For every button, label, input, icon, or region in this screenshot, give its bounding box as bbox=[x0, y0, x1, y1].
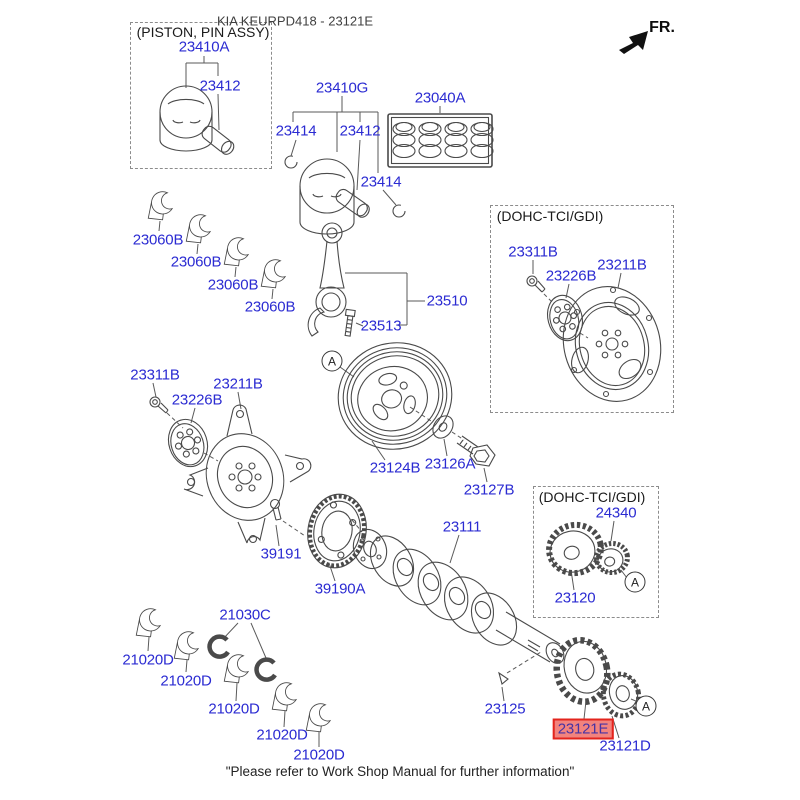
part-label-23121E-highlighted[interactable]: 23121E bbox=[553, 719, 614, 740]
part-label-23412-assy[interactable]: 23412 bbox=[199, 77, 241, 95]
part-label-23410G[interactable]: 23410G bbox=[315, 79, 369, 97]
part-label-21030C[interactable]: 21030C bbox=[219, 606, 271, 624]
pulley-washer-23126A bbox=[429, 412, 458, 442]
part-label-23311B-left[interactable]: 23311B bbox=[130, 366, 180, 384]
part-label-23414-left[interactable]: 23414 bbox=[275, 122, 317, 140]
part-label-21020D-2[interactable]: 21020D bbox=[160, 672, 212, 690]
part-label-21020D-3[interactable]: 21020D bbox=[208, 700, 260, 718]
piston-ring-set-drawing bbox=[388, 114, 493, 167]
part-label-24340[interactable]: 24340 bbox=[595, 504, 637, 522]
part-label-23121D[interactable]: 23121D bbox=[599, 737, 651, 755]
fr-direction-arrow-icon bbox=[619, 31, 648, 54]
part-label-21020D-1[interactable]: 21020D bbox=[122, 651, 174, 669]
page-title: KIA KEURPD418 - 23121E bbox=[216, 13, 374, 29]
piston-pin-assy-box-title: (PISTON, PIN ASSY) bbox=[136, 24, 270, 40]
part-label-23060B-2[interactable]: 23060B bbox=[170, 253, 222, 271]
workshop-manual-note: "Please refer to Work Shop Manual for further information" bbox=[225, 764, 575, 779]
part-label-23226B-right[interactable]: 23226B bbox=[545, 267, 597, 285]
dohc-upper-box-title: (DOHC-TCI/GDI) bbox=[496, 208, 604, 224]
dohc-lower-box-title: (DOHC-TCI/GDI) bbox=[538, 489, 646, 505]
part-label-23060B-4[interactable]: 23060B bbox=[244, 298, 296, 316]
rod-bolt-23513 bbox=[343, 309, 356, 336]
part-label-23111[interactable]: 23111 bbox=[442, 518, 482, 536]
crank-pin-23125 bbox=[499, 673, 508, 684]
part-label-23127B[interactable]: 23127B bbox=[463, 481, 515, 499]
part-label-23211B-left[interactable]: 23211B bbox=[213, 375, 263, 393]
part-label-23410A[interactable]: 23410A bbox=[178, 38, 230, 56]
dohc-tci-gdi-upper-box bbox=[490, 205, 674, 413]
part-label-23414-lower[interactable]: 23414 bbox=[360, 173, 402, 191]
part-label-23311B-right[interactable]: 23311B bbox=[508, 243, 558, 261]
callout-a-gear-box: A bbox=[625, 572, 646, 593]
part-label-21020D-5[interactable]: 21020D bbox=[293, 746, 345, 764]
thrust-washers-21030C bbox=[210, 637, 275, 680]
part-label-23513[interactable]: 23513 bbox=[360, 317, 402, 335]
sensor-bolt-39191 bbox=[271, 500, 282, 521]
part-label-23060B-1[interactable]: 23060B bbox=[132, 231, 184, 249]
part-label-23120[interactable]: 23120 bbox=[554, 589, 596, 607]
callout-a-sprocket: A bbox=[636, 696, 657, 717]
part-label-23126A[interactable]: 23126A bbox=[424, 455, 476, 473]
connecting-rod-drawing bbox=[308, 223, 355, 336]
part-label-23226B-left[interactable]: 23226B bbox=[171, 391, 223, 409]
left-adapter-plate-23226B bbox=[163, 414, 214, 471]
part-label-39190A[interactable]: 39190A bbox=[314, 580, 366, 598]
crank-pulley-drawing bbox=[327, 331, 463, 461]
part-label-39191[interactable]: 39191 bbox=[260, 545, 302, 563]
callout-a-pulley: A bbox=[322, 351, 343, 372]
part-label-23124B[interactable]: 23124B bbox=[369, 459, 421, 477]
part-label-23412[interactable]: 23412 bbox=[339, 122, 381, 140]
part-label-23211B-right[interactable]: 23211B bbox=[597, 256, 647, 274]
left-bolt-23311B bbox=[150, 397, 168, 413]
part-label-23125[interactable]: 23125 bbox=[484, 700, 526, 718]
part-label-23060B-3[interactable]: 23060B bbox=[207, 276, 259, 294]
part-label-21020D-4[interactable]: 21020D bbox=[256, 726, 308, 744]
part-label-23510[interactable]: 23510 bbox=[426, 292, 468, 310]
part-label-23040A[interactable]: 23040A bbox=[414, 89, 466, 107]
gear-23121D-drawing bbox=[600, 671, 643, 719]
left-drive-plate-23211B bbox=[184, 405, 311, 543]
fr-direction-label: FR. bbox=[649, 19, 675, 36]
